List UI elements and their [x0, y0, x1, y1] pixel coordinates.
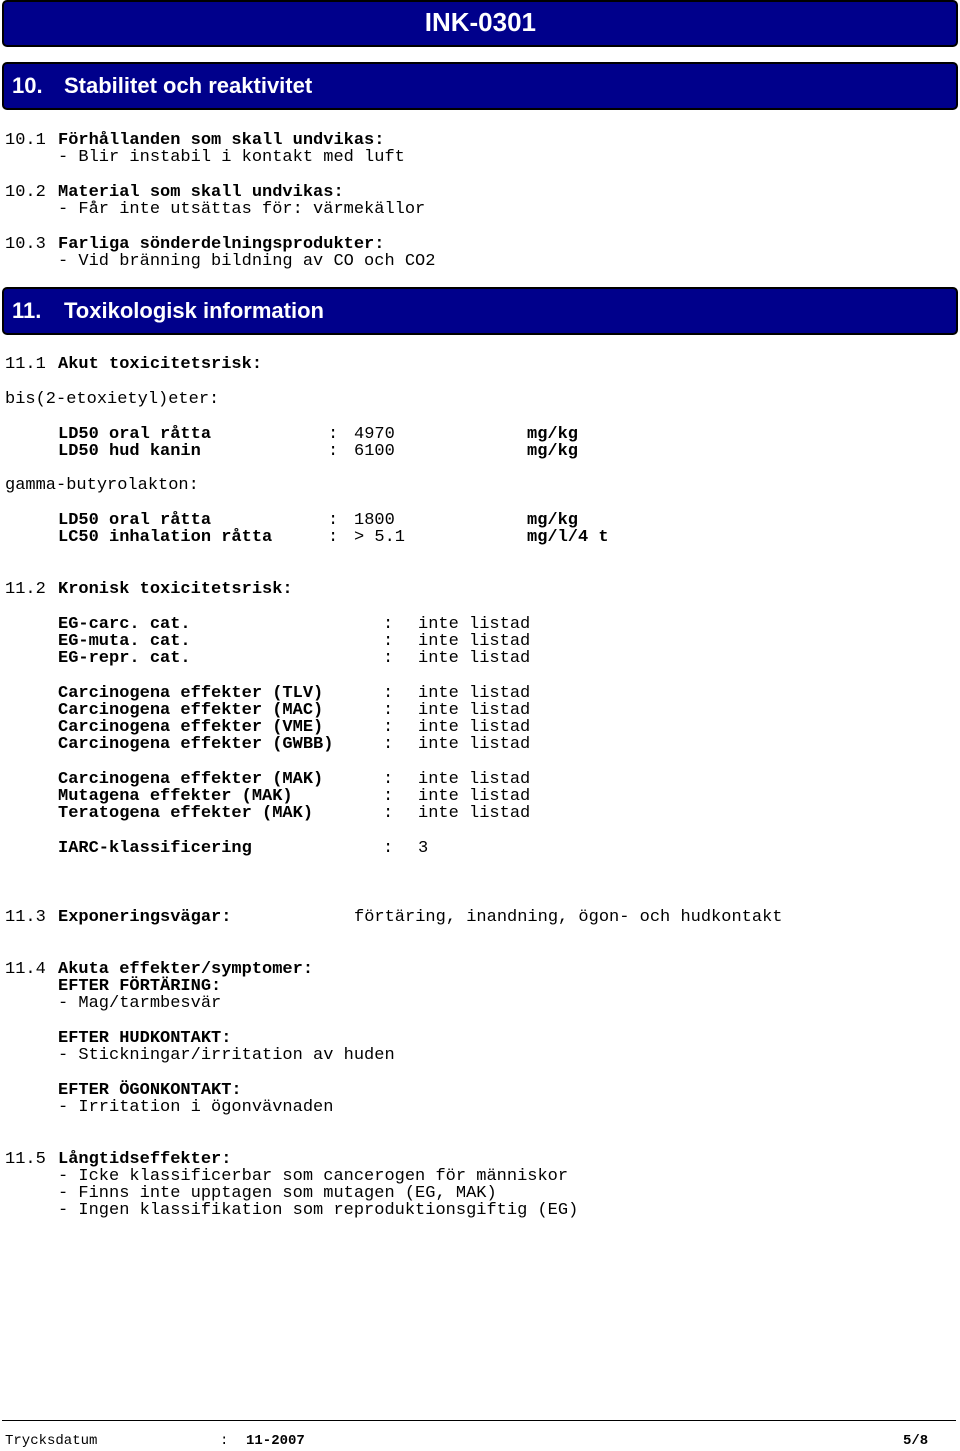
classification-label: Mutagena effekter (MAK) [58, 787, 293, 806]
item-11-5-label: Långtidseffekter: [58, 1150, 232, 1169]
separator: : [328, 528, 339, 547]
separator: : [383, 684, 394, 703]
classification-label: EG-repr. cat. [58, 649, 191, 668]
separator: : [383, 701, 394, 720]
classification-label: EG-muta. cat. [58, 632, 191, 651]
substance-name: gamma-butyrolakton: [5, 476, 199, 495]
item-10-1-label: Förhållanden som skall undvikas: [58, 131, 385, 150]
classification-label: EG-carc. cat. [58, 615, 191, 634]
separator: : [383, 632, 394, 651]
separator: : [328, 442, 339, 461]
item-11-3-number: 11.3 [5, 908, 46, 927]
document-id: INK-0301 [424, 7, 536, 37]
page-number: 5/8 [903, 1433, 929, 1449]
symptom-group-heading: EFTER ÖGONKONTAKT: [58, 1081, 242, 1100]
classification-value: inte listad [418, 735, 531, 754]
item-10-3-label: Farliga sönderdelningsprodukter: [58, 235, 385, 254]
classification-value: inte listad [418, 632, 531, 651]
item-10-1-value: - Blir instabil i kontakt med luft [58, 148, 405, 167]
test-value: 1800 [354, 511, 395, 530]
item-10-3-value: - Vid bränning bildning av CO och CO2 [58, 252, 436, 271]
test-label: LC50 inhalation råtta [58, 528, 273, 547]
test-label: LD50 hud kanin [58, 442, 201, 461]
classification-label: Teratogena effekter (MAK) [58, 804, 314, 823]
symptom-group-heading: EFTER FÖRTÄRING: [58, 977, 222, 996]
classification-value: inte listad [418, 804, 531, 823]
footer-divider [2, 1420, 956, 1421]
item-11-3-label: Exponeringsvägar: [58, 908, 232, 927]
test-value: 6100 [354, 442, 395, 461]
item-10-2-label: Material som skall undvikas: [58, 183, 344, 202]
item-11-2-label: Kronisk toxicitetsrisk: [58, 580, 293, 599]
test-unit: mg/kg [527, 425, 579, 444]
test-unit: mg/l/4 t [527, 528, 609, 547]
classification-value: inte listad [418, 684, 531, 703]
item-11-2-number: 11.2 [5, 580, 46, 599]
classification-label: Carcinogena effekter (MAC) [58, 701, 324, 720]
test-unit: mg/kg [527, 511, 579, 530]
test-label: LD50 oral råtta [58, 511, 212, 530]
separator: : [383, 804, 394, 823]
item-11-4-label: Akuta effekter/symptomer: [58, 960, 314, 979]
item-11-3-value: förtäring, inandning, ögon- och hudkontakt [354, 908, 783, 927]
classification-label: Carcinogena effekter (GWBB) [58, 735, 334, 754]
document-id-bar [2, 0, 958, 47]
separator: : [383, 615, 394, 634]
item-10-2-number: 10.2 [5, 183, 46, 202]
test-value: > 5.1 [354, 528, 406, 547]
test-value: 4970 [354, 425, 395, 444]
classification-value: inte listad [418, 615, 531, 634]
classification-value: 3 [418, 839, 429, 858]
long-term-effect-item: - Finns inte upptagen som mutagen (EG, MAK) [58, 1184, 497, 1203]
section-11-header [2, 287, 958, 335]
classification-label: Carcinogena effekter (MAK) [58, 770, 324, 789]
symptom-description: - Stickningar/irritation av huden [58, 1046, 395, 1065]
item-10-2-value: - Får inte utsättas för: värmekällor [58, 200, 426, 219]
separator: : [383, 649, 394, 668]
classification-label: Carcinogena effekter (TLV) [58, 684, 324, 703]
separator: : [383, 718, 394, 737]
section-number: 10. [12, 73, 43, 98]
print-date-label: Trycksdatum [5, 1433, 98, 1449]
section-10-header [2, 62, 958, 110]
item-10-3-number: 10.3 [5, 235, 46, 254]
item-11-4-number: 11.4 [5, 960, 46, 979]
symptom-description: - Mag/tarmbesvär [58, 994, 222, 1013]
section-title: Toxikologisk information [64, 298, 324, 323]
classification-value: inte listad [418, 787, 531, 806]
separator: : [328, 425, 339, 444]
separator: : [383, 770, 394, 789]
classification-value: inte listad [418, 649, 531, 668]
item-11-1-label: Akut toxicitetsrisk: [58, 355, 263, 374]
classification-value: inte listad [418, 718, 531, 737]
test-unit: mg/kg [527, 442, 579, 461]
section-number: 11. [12, 298, 42, 323]
item-11-5-number: 11.5 [5, 1150, 46, 1169]
classification-label: Carcinogena effekter (VME) [58, 718, 324, 737]
separator: : [220, 1433, 229, 1449]
classification-value: inte listad [418, 701, 531, 720]
separator: : [328, 511, 339, 530]
test-label: LD50 oral råtta [58, 425, 212, 444]
symptom-description: - Irritation i ögonvävnaden [58, 1098, 334, 1117]
separator: : [383, 839, 394, 858]
separator: : [383, 787, 394, 806]
long-term-effect-item: - Ingen klassifikation som reproduktionsgiftig (EG) [58, 1201, 579, 1220]
print-date: 11-2007 [246, 1433, 305, 1449]
item-11-1-number: 11.1 [5, 355, 46, 374]
separator: : [383, 735, 394, 754]
symptom-group-heading: EFTER HUDKONTAKT: [58, 1029, 232, 1048]
long-term-effect-item: - Icke klassificerbar som cancerogen för människor [58, 1167, 569, 1186]
classification-value: inte listad [418, 770, 531, 789]
item-10-1-number: 10.1 [5, 131, 46, 150]
classification-label: IARC-klassificering [58, 839, 252, 858]
section-title: Stabilitet och reaktivitet [64, 73, 313, 98]
substance-name: bis(2-etoxietyl)eter: [5, 390, 220, 409]
